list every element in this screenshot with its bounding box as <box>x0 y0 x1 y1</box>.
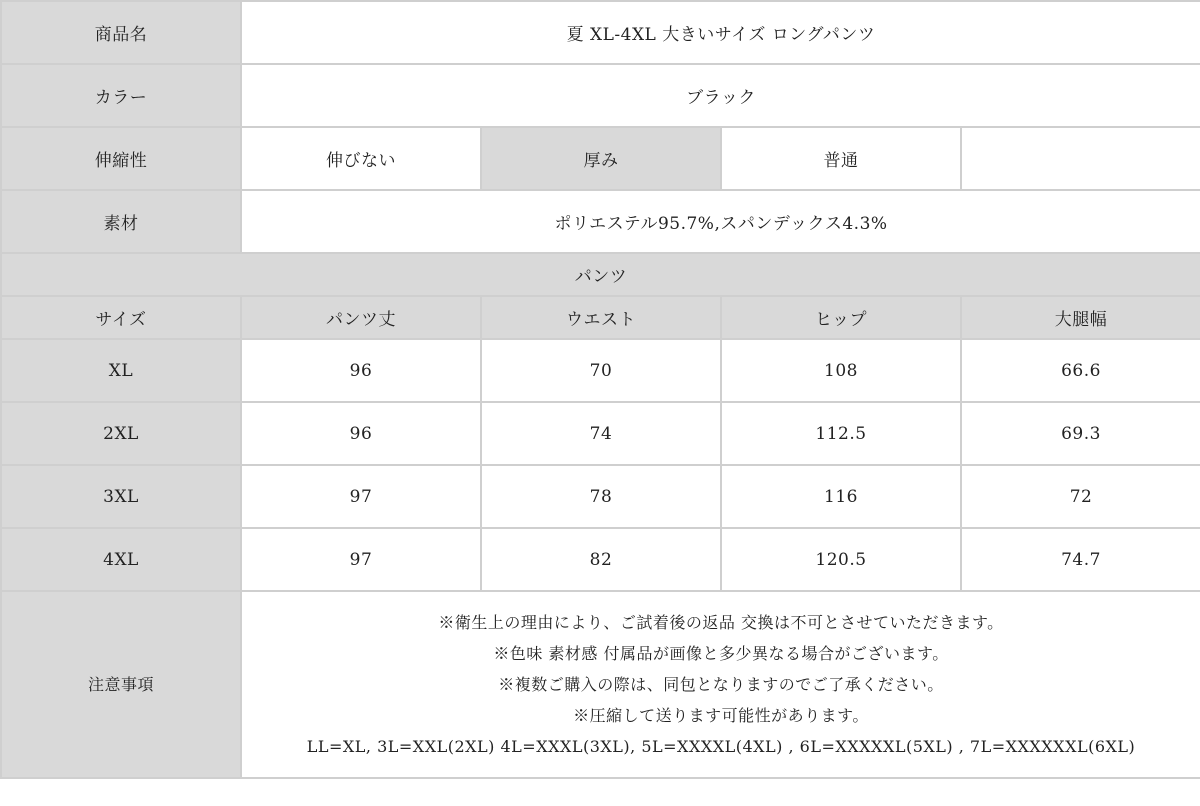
size-cell: 2XL <box>1 402 241 465</box>
table-row <box>1 528 1200 591</box>
note-line: ※圧縮して送ります可能性があります。 <box>573 706 869 725</box>
length-cell: 96 <box>241 339 481 402</box>
length-cell: 97 <box>241 465 481 528</box>
material-value: ポリエステル95.7%,スパンデックス4.3% <box>241 190 1200 253</box>
table-row <box>1 339 1200 402</box>
hip-cell: 112.5 <box>721 402 961 465</box>
size-conversion-line: LL=XL, 3L=XXL(2XL) 4L=XXXL(3XL), 5L=XXXXL(4XL) , 6L=XXXXXL(5XL) , 7L=XXXXXXL(6XL) <box>306 737 1136 756</box>
thigh-cell: 69.3 <box>961 402 1200 465</box>
thigh-cell: 72 <box>961 465 1200 528</box>
product-name-value: 夏 XL-4XL 大きいサイズ ロングパンツ <box>241 1 1200 64</box>
header-hip: ヒップ <box>721 296 961 339</box>
thigh-cell: 74.7 <box>961 528 1200 591</box>
table-row <box>1 465 1200 528</box>
stretch-value: 伸びない <box>241 127 481 190</box>
note-line: ※衛生上の理由により、ご試着後の返品 交換は不可とさせていただきます。 <box>438 613 1004 632</box>
color-label: カラー <box>1 64 241 127</box>
hip-cell: 108 <box>721 339 961 402</box>
length-cell: 96 <box>241 402 481 465</box>
waist-cell: 78 <box>481 465 721 528</box>
hip-cell: 120.5 <box>721 528 961 591</box>
hip-cell: 116 <box>721 465 961 528</box>
thickness-label: 厚み <box>481 127 721 190</box>
product-name-row <box>1 1 1200 64</box>
product-name-label: 商品名 <box>1 1 241 64</box>
length-cell: 97 <box>241 528 481 591</box>
notes-content <box>241 591 1200 778</box>
table-row <box>1 402 1200 465</box>
header-thigh: 大腿幅 <box>961 296 1200 339</box>
thickness-value: 普通 <box>721 127 961 190</box>
material-label: 素材 <box>1 190 241 253</box>
color-value: ブラック <box>241 64 1200 127</box>
material-row <box>1 190 1200 253</box>
header-waist: ウエスト <box>481 296 721 339</box>
notes-label: 注意事項 <box>1 591 241 778</box>
waist-cell: 74 <box>481 402 721 465</box>
header-size: サイズ <box>1 296 241 339</box>
empty-cell <box>961 127 1200 190</box>
stretch-label: 伸縮性 <box>1 127 241 190</box>
waist-cell: 70 <box>481 339 721 402</box>
waist-cell: 82 <box>481 528 721 591</box>
stretch-row <box>1 127 1200 190</box>
size-header-row <box>1 296 1200 339</box>
note-line: ※複数ご購入の際は、同包となりますのでご了承ください。 <box>498 675 944 694</box>
size-section-title: パンツ <box>1 253 1200 296</box>
notes-row <box>1 591 1200 778</box>
size-cell: 4XL <box>1 528 241 591</box>
note-line: ※色味 素材感 付属品が画像と多少異なる場合がございます。 <box>493 644 949 663</box>
thigh-cell: 66.6 <box>961 339 1200 402</box>
color-row <box>1 64 1200 127</box>
header-length: パンツ丈 <box>241 296 481 339</box>
size-cell: XL <box>1 339 241 402</box>
size-cell: 3XL <box>1 465 241 528</box>
size-section-row <box>1 253 1200 296</box>
